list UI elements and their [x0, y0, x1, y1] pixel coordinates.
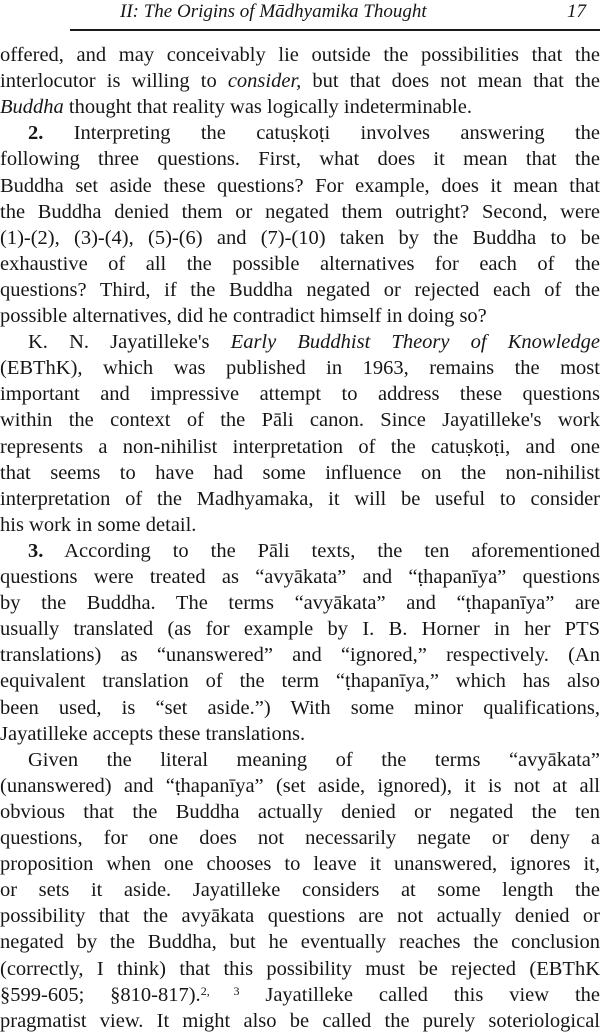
text-segment: that seems to have had some influence on the non-nihilist [0, 461, 600, 484]
text-line [0, 355, 600, 381]
text-segment: important and impressive attempt to address these questions [0, 383, 600, 406]
text-line [0, 251, 600, 277]
text-line [0, 982, 600, 1008]
text-segment: §599-605; §810-817). [0, 983, 201, 1006]
text-line [0, 277, 600, 303]
text-segment: by the Buddha. The terms “avyākata” and “ṭhapanīya” are [0, 592, 600, 615]
text-segment: his work in some detail. [0, 513, 197, 536]
running-title: II: The Origins of Mādhyamika Thought [120, 1, 427, 22]
footnote-reference: 2, 3 [200, 983, 240, 998]
text-line [28, 120, 600, 146]
text-segment: but that does not mean that the [301, 70, 600, 93]
italic-text: consider, [227, 70, 302, 93]
italic-text: Buddha [0, 96, 64, 119]
text-line [0, 956, 600, 982]
text-segment: Buddha set aside these questions? For example, does it mean that [0, 174, 600, 197]
paragraph-number: 3. [28, 539, 44, 562]
text-segment: Interpreting the catuṣkoṭi involves answering the [43, 122, 600, 145]
text-line [0, 42, 600, 68]
text-line [0, 773, 600, 799]
text-line [0, 616, 600, 642]
text-line [0, 903, 600, 929]
text-line [0, 1008, 600, 1034]
text-line [0, 460, 600, 486]
text-line [0, 851, 600, 877]
text-line [28, 538, 600, 564]
text-line [0, 94, 600, 120]
text-segment: equivalent translation of the term “ṭhapanīya,” which has also [0, 670, 600, 693]
text-line [0, 721, 600, 747]
text-segment: (correctly, I think) that this possibility must be rejected (EBThK [0, 957, 600, 980]
text-segment: thought that reality was logically indeterminable. [63, 96, 472, 119]
text-segment: K. N. Jayatilleke's [28, 331, 231, 354]
text-line [0, 486, 600, 512]
text-line [28, 747, 600, 773]
text-line [0, 225, 600, 251]
text-line [0, 877, 600, 903]
paragraph-number: 2. [28, 122, 44, 145]
text-line [0, 199, 600, 225]
text-line [0, 68, 600, 94]
text-segment: Jayatilleke accepts these translations. [0, 722, 306, 745]
text-segment: possible alternatives, did he contradict himself in doing so? [0, 305, 487, 327]
text-line [0, 695, 600, 721]
text-segment: or sets it aside. Jayatilleke considers at some length the [0, 879, 600, 902]
text-line [0, 512, 600, 538]
text-line [0, 407, 600, 433]
text-segment: questions? Third, if the Buddha negated or rejected each of the [0, 278, 600, 301]
text-segment: Given the literal meaning of the terms “avyākata” [28, 748, 600, 771]
page-number: 17 [567, 1, 586, 22]
text-segment: (EBThK), which was published in 1963, remains the most [0, 357, 600, 380]
text-segment: obvious that the Buddha actually denied or negated the ten [0, 800, 600, 823]
text-line [0, 173, 600, 199]
text-line [0, 668, 600, 694]
text-segment: usually translated (as for example by I. B. Horner in her PTS [0, 618, 600, 641]
text-line [0, 929, 600, 955]
text-segment: negated by the Buddha, but he eventually reaches the conclusion [0, 931, 600, 954]
text-segment: within the context of the Pāli canon. Since Jayatilleke's work [0, 409, 600, 432]
text-segment: following three questions. First, what does it mean that the [0, 148, 600, 171]
text-segment: questions, for one does not necessarily negate or deny a [0, 827, 600, 849]
text-segment: offered, and may conceivably lie outside the possibilities that the [0, 44, 600, 66]
text-line [0, 825, 600, 851]
text-line [0, 381, 600, 407]
text-line [28, 329, 600, 355]
italic-text: Early Buddhist Theory of Knowledge [230, 331, 600, 354]
text-line [0, 564, 600, 590]
text-line [0, 303, 600, 329]
text-line [0, 642, 600, 668]
text-segment: possibility that the avyākata questions are not actually denied or [0, 905, 600, 928]
text-segment: exhaustive of all the possible alternatives for each of the [0, 252, 600, 275]
text-segment: interlocutor is willing to [0, 70, 228, 93]
running-header [70, 0, 600, 31]
text-segment: (1)-(2), (3)-(4), (5)-(6) and (7)-(10) taken by the Buddha to be [0, 226, 600, 249]
text-segment: (unanswered) and “ṭhapanīya” (set aside, ignored), it is not at all [0, 774, 600, 797]
text-segment: Jayatilleke called this view the [239, 983, 600, 1006]
text-segment: proposition when one chooses to leave it unanswered, ignores it, [0, 853, 600, 876]
text-segment: According to the Pāli texts, the ten aforementioned [43, 539, 600, 562]
text-segment: been used, is “set aside.”) With some minor qualifications, [0, 696, 600, 719]
text-segment: questions were treated as “avyākata” and “ṭhapanīya” questions [0, 566, 600, 588]
text-segment: represents a non-nihilist interpretation of the catuṣkoṭi, and one [0, 435, 600, 458]
text-segment: pragmatist view. It might also be called the purely soteriological [0, 1009, 600, 1032]
text-segment: interpretation of the Madhyamaka, it will be useful to consider [0, 487, 600, 510]
text-line [0, 146, 600, 172]
text-line [0, 590, 600, 616]
text-segment: translations) as “unanswered” and “ignored,” respectively. (An [0, 644, 600, 667]
text-line [0, 799, 600, 825]
text-segment: the Buddha denied them or negated them outright? Second, were [0, 200, 600, 223]
text-line [0, 434, 600, 460]
